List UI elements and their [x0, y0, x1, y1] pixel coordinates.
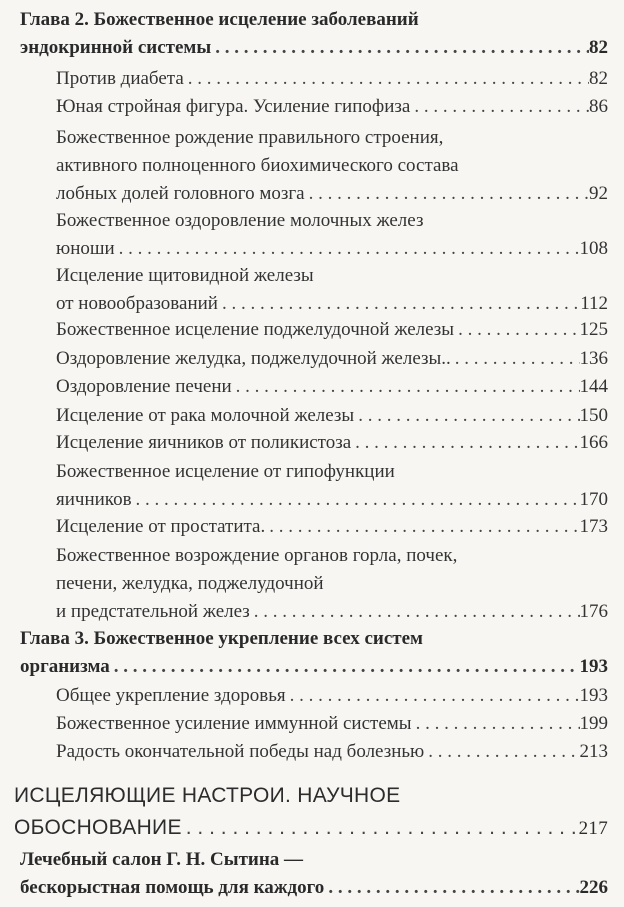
chapter-3-title-line1: Глава 3. Божественное укрепление всех систем — [20, 628, 423, 649]
dot-leader — [115, 235, 580, 263]
page-number: 150 — [579, 405, 608, 426]
page-number: 125 — [579, 319, 608, 340]
page-number: 217 — [578, 818, 608, 839]
dot-leader — [410, 93, 589, 121]
dot-leader — [211, 34, 589, 62]
toc-item-title-line: Божественное рождение правильного строения, — [56, 127, 444, 148]
toc-item-title: Против диабета — [56, 68, 184, 89]
dot-leader — [218, 290, 580, 318]
toc-item-title-line: Божественное возрождение органов горла, почек, — [56, 545, 458, 566]
page-number: 199 — [579, 713, 608, 734]
dot-leader — [424, 738, 579, 766]
toc-item[interactable] — [56, 710, 608, 738]
page-number: 166 — [579, 432, 608, 453]
toc-item[interactable] — [56, 429, 608, 457]
toc-item-title-line: Исцеление щитовидной железы — [56, 265, 314, 286]
toc-item[interactable] — [56, 65, 608, 93]
dot-leader — [286, 682, 580, 710]
toc-item-title: Исцеление от рака молочной железы — [56, 405, 355, 426]
toc-item[interactable] — [56, 316, 608, 344]
dot-leader — [182, 812, 579, 844]
dot-leader — [232, 373, 580, 401]
toc-item[interactable] — [56, 124, 608, 208]
page-number: 176 — [579, 601, 608, 622]
toc-item-title-line: лобных долей головного мозга — [56, 183, 305, 204]
page-number: 92 — [589, 183, 608, 204]
dot-leader — [454, 316, 579, 344]
toc-item-title-line: яичников — [56, 489, 132, 510]
chapter-2-title-line1: Глава 2. Божественное исцеление заболеваний — [20, 9, 419, 30]
dot-leader — [265, 513, 579, 541]
toc-item-title-line: юноши — [56, 238, 115, 259]
toc-item-title-line: Божественное оздоровление молочных желез — [56, 210, 424, 231]
toc-item-title-line: и предстательной желез — [56, 601, 250, 622]
toc-item-title-line: печени, желудка, поджелудочной — [56, 573, 324, 594]
salon-entry[interactable] — [20, 846, 608, 902]
page-number: 193 — [579, 685, 608, 706]
chapter-2-entry[interactable] — [20, 6, 608, 62]
salon-title-line2: бескорыстная помощь для каждого — [20, 877, 325, 898]
toc-item[interactable] — [56, 682, 608, 710]
dot-leader — [110, 653, 580, 681]
toc-item-title: Юная стройная фигура. Усиление гипофиза — [56, 96, 411, 117]
page-number: 136 — [579, 348, 608, 369]
toc-item-title: Божественное усиление иммунной системы — [56, 713, 412, 734]
toc-item-title: Божественное исцеление поджелудочной железы — [56, 319, 455, 340]
section-title-line2: ОБОСНОВАНИЕ — [14, 816, 182, 839]
toc-item-title: Оздоровление печени — [56, 376, 232, 397]
toc-item[interactable] — [56, 402, 608, 430]
page-number: 112 — [580, 293, 608, 314]
dot-leader — [324, 874, 579, 902]
toc-item[interactable] — [56, 262, 608, 318]
toc-item-title: Общее укрепление здоровья — [56, 685, 286, 706]
chapter-2-title-line2: эндокринной системы — [20, 37, 212, 58]
salon-title-line1: Лечебный салон Г. Н. Сытина — — [20, 849, 304, 870]
toc-item[interactable] — [56, 93, 608, 121]
toc-item[interactable] — [56, 513, 608, 541]
chapter-3-entry[interactable] — [20, 625, 608, 681]
page-number: 213 — [579, 741, 608, 762]
section-entry[interactable] — [14, 780, 608, 845]
toc-item-title: Оздоровление желудка, поджелудочной железы.. — [56, 348, 451, 369]
dot-leader — [351, 429, 579, 457]
chapter-3-title-line2: организма — [20, 656, 110, 677]
dot-leader — [184, 65, 589, 93]
toc-item-title-line: от новообразований — [56, 293, 218, 314]
toc-item-title-line: Божественное исцеление от гипофункции — [56, 461, 395, 482]
toc-item[interactable] — [56, 542, 608, 626]
toc-item-title: Исцеление яичников от поликистоза — [56, 432, 352, 453]
section-title-line1: ИСЦЕЛЯЮЩИЕ НАСТРОИ. НАУЧНОЕ — [14, 784, 401, 807]
dot-leader — [305, 180, 589, 208]
page-number: 82 — [589, 68, 608, 89]
toc-item[interactable] — [56, 345, 608, 373]
page-number: 82 — [589, 37, 608, 58]
page-number: 108 — [579, 238, 608, 259]
toc-item-title: Радость окончательной победы над болезнью — [56, 741, 425, 762]
page-number: 86 — [589, 96, 608, 117]
toc-item-title: Исцеление от простатита. — [56, 516, 266, 537]
toc-item[interactable] — [56, 373, 608, 401]
dot-leader — [250, 598, 580, 626]
page-number: 173 — [579, 516, 608, 537]
page-number: 144 — [579, 376, 608, 397]
dot-leader — [451, 345, 580, 373]
dot-leader — [132, 486, 580, 514]
toc-item[interactable] — [56, 738, 608, 766]
page-number: 226 — [579, 877, 608, 898]
page-number: 170 — [579, 489, 608, 510]
dot-leader — [412, 710, 580, 738]
toc-item[interactable] — [56, 207, 608, 263]
dot-leader — [354, 402, 579, 430]
page-number: 193 — [579, 656, 608, 677]
toc-item[interactable] — [56, 458, 608, 514]
toc-item-title-line: активного полноценного биохимического состава — [56, 155, 459, 176]
